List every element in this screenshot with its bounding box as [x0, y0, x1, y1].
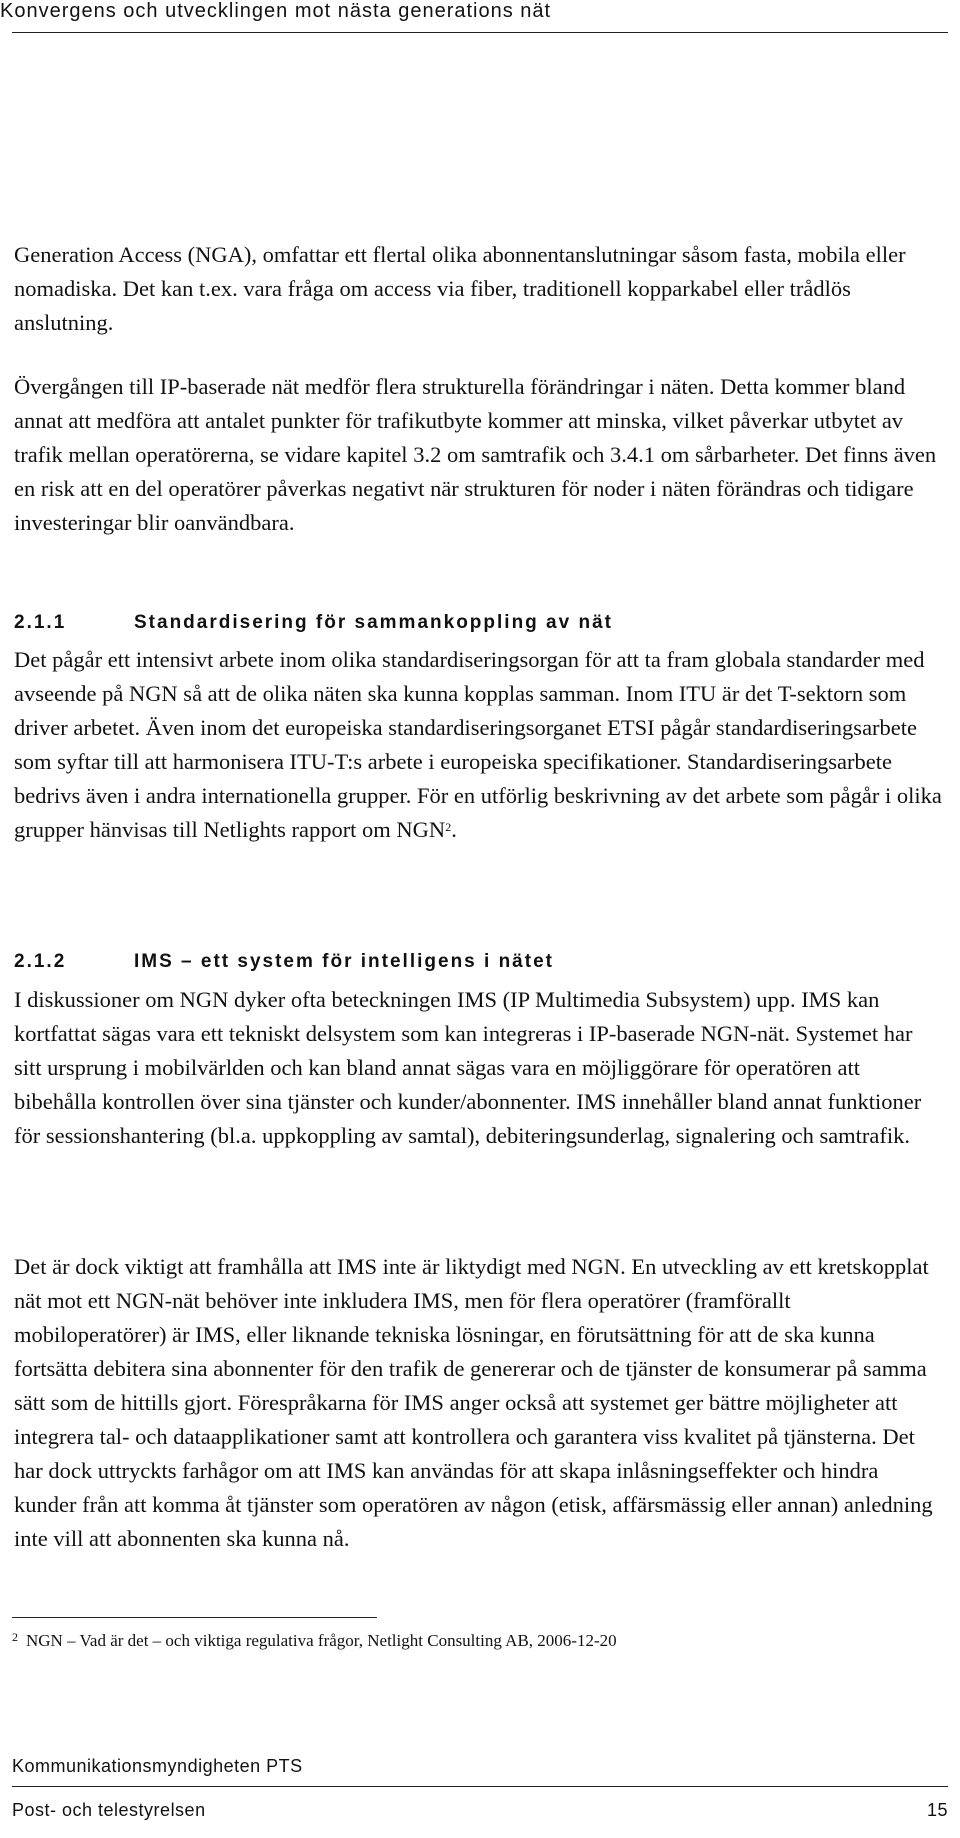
footnote-mark: 2: [12, 1630, 18, 1644]
footer-publisher: Post- och telestyrelsen: [12, 1800, 206, 1820]
paragraph-text: [14, 643, 944, 847]
paragraph-ip-transition: [14, 370, 944, 540]
paragraph-ims-intro: [14, 983, 944, 1153]
paragraph-standardisation: [14, 643, 944, 847]
footnote-text: NGN – Vad är det – och viktiga regulativa frågor, Netlight Consulting AB, 2006-12-20: [26, 1631, 617, 1650]
running-header: [0, 0, 960, 34]
footer-rule: [12, 1786, 948, 1787]
paragraph-text-end: .: [451, 817, 457, 842]
paragraph-text: I diskussioner om NGN dyker ofta beteckningen IMS (IP Multimedia Subsystem) upp. IMS kan kortfattat sägas vara ett tekniskt delsystem som kan integreras i IP-baserade NGN-nät. Systemet har sitt ursprung i mobilvärlden och kan bland annat sägas vara en möjliggörare för operatören att bibehålla kontrollen över sina tjänster och kunder/abonnenter. IMS innehåller bland annat funktioner för sessionshantering (bl.a. uppkoppling av samtal), debiteringsunderlag, signalering och samtrafik.: [14, 987, 922, 1148]
section-title: IMS – ett system för intelligens i nätet: [134, 951, 554, 972]
section-number: 2.1.2: [14, 951, 67, 972]
section-title: Standardisering för sammankoppling av nät: [134, 612, 613, 633]
paragraph-text: Övergången till IP-baserade nät medför flera strukturella förändringar i näten. Detta kommer bland annat att medföra att antalet punkter för trafikutbyte kommer att minska, vilket påverkar utbytet av trafik mellan operatörerna, se vidare kapitel 3.2 om samtrafik och 3.4.1 om sårbarheter. Det finns även en risk att en del operatörer påverkas negativt när strukturen för noder i näten förändras och tidigare investeringar blir oanvändbara.: [14, 374, 937, 535]
footnote-separator: [12, 1617, 377, 1618]
paragraph-text-main: Det pågår ett intensivt arbete inom olika standardiseringsorgan för att ta fram globala standarder med avseende på NGN så att de olika näten ska kunna kopplas samman. Inom ITU är det T-sektorn som driver arbetet. Även inom det europeiska standardiseringsorganet ETSI pågår standardiseringsarbete som syftar till att harmonisera ITU-T:s arbete i europeiska specifikationer. Standardiseringsarbete bedrivs även i andra internationella grupper. För en utförlig beskrivning av det arbete som pågår i olika grupper hänvisas till Netlights rapport om NGN: [14, 647, 942, 842]
footnote-reference[interactable]: 2: [445, 820, 452, 834]
footnote: [12, 1625, 617, 1653]
paragraph-nga: [14, 238, 944, 340]
header-title: Konvergens och utvecklingen mot nästa generations nät: [0, 0, 552, 22]
header-rule: [12, 32, 948, 33]
section-number: 2.1.1: [14, 612, 67, 633]
paragraph-text: Det är dock viktigt att framhålla att IMS inte är liktydigt med NGN. En utveckling av ett kretskopplat nät mot ett NGN-nät behöver inte inkludera IMS, men för flera operatörer (framförallt mobiloperatörer) är IMS, eller liknande tekniska lösningar, en förutsättning för att de ska kunna fortsätta debitera sina abonnenter för den trafik de genererar och de tjänster de konsumerar på samma sätt som de hittills gjort. Förespråkarna för IMS anger också att systemet ger bättre möjligheter att integrera tal- och dataapplikationer samt att kontrollera och garantera viss kvalitet på tjänsterna. Det har dock uttryckts farhågor om att IMS kan användas för att skapa inlåsningseffekter och hindra kunder från att komma åt tjänster som operatören av någon (etisk, affärsmässig eller annan) anledning inte vill att abonnenten ska kunna nå.: [14, 1254, 933, 1551]
paragraph-ims-ngn: [14, 1250, 944, 1556]
section-heading-2-1-1: [14, 612, 613, 634]
section-heading-2-1-2: [14, 951, 554, 973]
page-number: 15: [926, 1800, 948, 1820]
footer-organization: Kommunikationsmyndigheten PTS: [12, 1756, 303, 1776]
paragraph-text: Generation Access (NGA), omfattar ett flertal olika abonnentanslutningar såsom fasta, mobila eller nomadiska. Det kan t.ex. vara fråga om access via fiber, traditionell kopparkabel eller trådlös anslutning.: [14, 242, 906, 335]
